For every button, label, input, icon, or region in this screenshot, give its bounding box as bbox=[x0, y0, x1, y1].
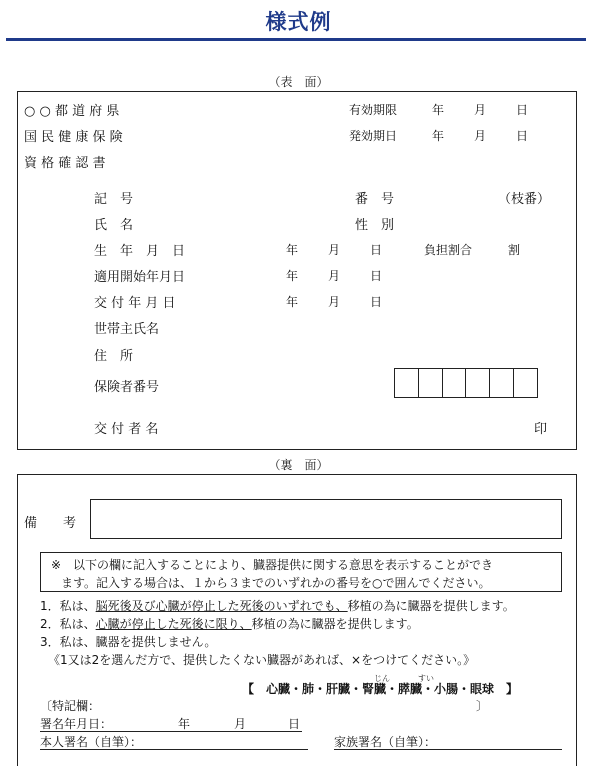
sign-month-unit: 月 bbox=[234, 717, 247, 731]
organ-list: 【 心臓・肺・肝臓・腎臓・膵臓・小腸・眼球 】 bbox=[242, 682, 519, 696]
self-sign-label: 本人署名（自筆）： bbox=[40, 735, 143, 749]
validity-label: 有効期限 bbox=[349, 103, 398, 117]
digit-box bbox=[395, 369, 419, 397]
seal-mark: 印 bbox=[534, 422, 548, 437]
digit-box bbox=[443, 369, 467, 397]
name-label: 氏 名 bbox=[94, 218, 134, 233]
option-1-prefix: 1．私は、 bbox=[40, 599, 96, 613]
option-2-underlined: 心臓が停止した死後に限り、 bbox=[95, 617, 252, 631]
issued-year-unit: 年 bbox=[286, 295, 299, 309]
self-sign-line bbox=[40, 749, 308, 750]
start-year-unit: 年 bbox=[286, 269, 299, 283]
issue-year-unit: 年 bbox=[432, 129, 445, 143]
sign-date-line bbox=[40, 731, 302, 732]
option-2 bbox=[40, 615, 419, 632]
issued-day-unit: 日 bbox=[370, 295, 383, 309]
issue-date-label: 発効期日 bbox=[349, 129, 398, 143]
notice-box bbox=[40, 552, 562, 592]
digit-box bbox=[490, 369, 514, 397]
validity-day-unit: 日 bbox=[516, 103, 529, 117]
start-month-unit: 月 bbox=[328, 269, 341, 283]
front-side-label: （表 面） bbox=[268, 75, 329, 89]
front-card bbox=[17, 91, 577, 450]
page-title: 様式例 bbox=[265, 10, 332, 34]
sign-year-unit: 年 bbox=[178, 717, 191, 731]
issuer-label: 交 付 者 名 bbox=[94, 422, 159, 437]
share-unit: 割 bbox=[508, 243, 521, 257]
branch-label: （枝番） bbox=[498, 192, 551, 207]
birth-month-unit: 月 bbox=[328, 243, 341, 257]
option-3: 3．私は、臓器を提供しません。 bbox=[40, 635, 217, 649]
number-label: 番 号 bbox=[355, 192, 395, 207]
digit-box bbox=[514, 369, 537, 397]
back-side-label: （裏 面） bbox=[268, 458, 329, 472]
digit-box bbox=[419, 369, 443, 397]
family-sign-label: 家族署名（自筆）： bbox=[334, 735, 437, 749]
ruby-sui: すい bbox=[418, 674, 434, 683]
validity-year-unit: 年 bbox=[432, 103, 445, 117]
remarks-box bbox=[90, 499, 562, 539]
issue-month-unit: 月 bbox=[474, 129, 487, 143]
insurer-line-1: ○ ○ 都 道 府 県 bbox=[24, 104, 120, 119]
option-2-prefix: 2．私は、 bbox=[40, 617, 96, 631]
option-1-underlined: 脳死後及び心臓が停止した死後のいずれでも、 bbox=[95, 599, 348, 613]
title-rule bbox=[6, 38, 586, 41]
start-day-unit: 日 bbox=[370, 269, 383, 283]
start-label: 適用開始年月日 bbox=[94, 270, 186, 285]
address-label: 住 所 bbox=[94, 349, 134, 364]
issued-label: 交 付 年 月 日 bbox=[94, 296, 176, 311]
insurer-no-label: 保険者番号 bbox=[94, 380, 160, 395]
issued-month-unit: 月 bbox=[328, 295, 341, 309]
insurer-line-2: 国 民 健 康 保 険 bbox=[24, 130, 123, 145]
special-label: 〔特記欄： bbox=[40, 699, 101, 713]
sign-date-label: 署名年月日： bbox=[40, 717, 113, 731]
notice-line-2: ます。記入する場合は、１から３までのいずれかの番号を○で囲んでください。 bbox=[61, 576, 491, 590]
special-close: 〕 bbox=[476, 699, 489, 713]
notice-line-1: ※ 以下の欄に記入することにより、臓器提供に関する意思を表示することができ bbox=[51, 558, 494, 572]
family-sign-line bbox=[334, 749, 562, 750]
symbol-label: 記 号 bbox=[94, 192, 134, 207]
sex-label: 性 別 bbox=[355, 218, 395, 233]
insurer-line-3: 資 格 確 認 書 bbox=[24, 156, 106, 171]
option-1 bbox=[40, 597, 515, 614]
birth-label: 生 年 月 日 bbox=[94, 244, 186, 259]
option-1-suffix: 移植の為に臓器を提供します。 bbox=[347, 599, 515, 613]
issue-day-unit: 日 bbox=[516, 129, 529, 143]
insurer-no-boxes bbox=[394, 368, 538, 398]
remarks-label: 備 考 bbox=[24, 516, 77, 531]
validity-month-unit: 月 bbox=[474, 103, 487, 117]
birth-day-unit: 日 bbox=[370, 243, 383, 257]
share-label: 負担割合 bbox=[424, 243, 473, 257]
back-card bbox=[17, 474, 577, 766]
birth-year-unit: 年 bbox=[286, 243, 299, 257]
ruby-jin: じん bbox=[374, 674, 390, 683]
sign-day-unit: 日 bbox=[288, 717, 301, 731]
option-2-suffix: 移植の為に臓器を提供します。 bbox=[251, 617, 419, 631]
digit-box bbox=[466, 369, 490, 397]
head-label: 世帯主氏名 bbox=[94, 322, 160, 337]
organ-note: 《1又は2を選んだ方で、提供したくない臓器があれば、×をつけてください。》 bbox=[48, 653, 476, 667]
